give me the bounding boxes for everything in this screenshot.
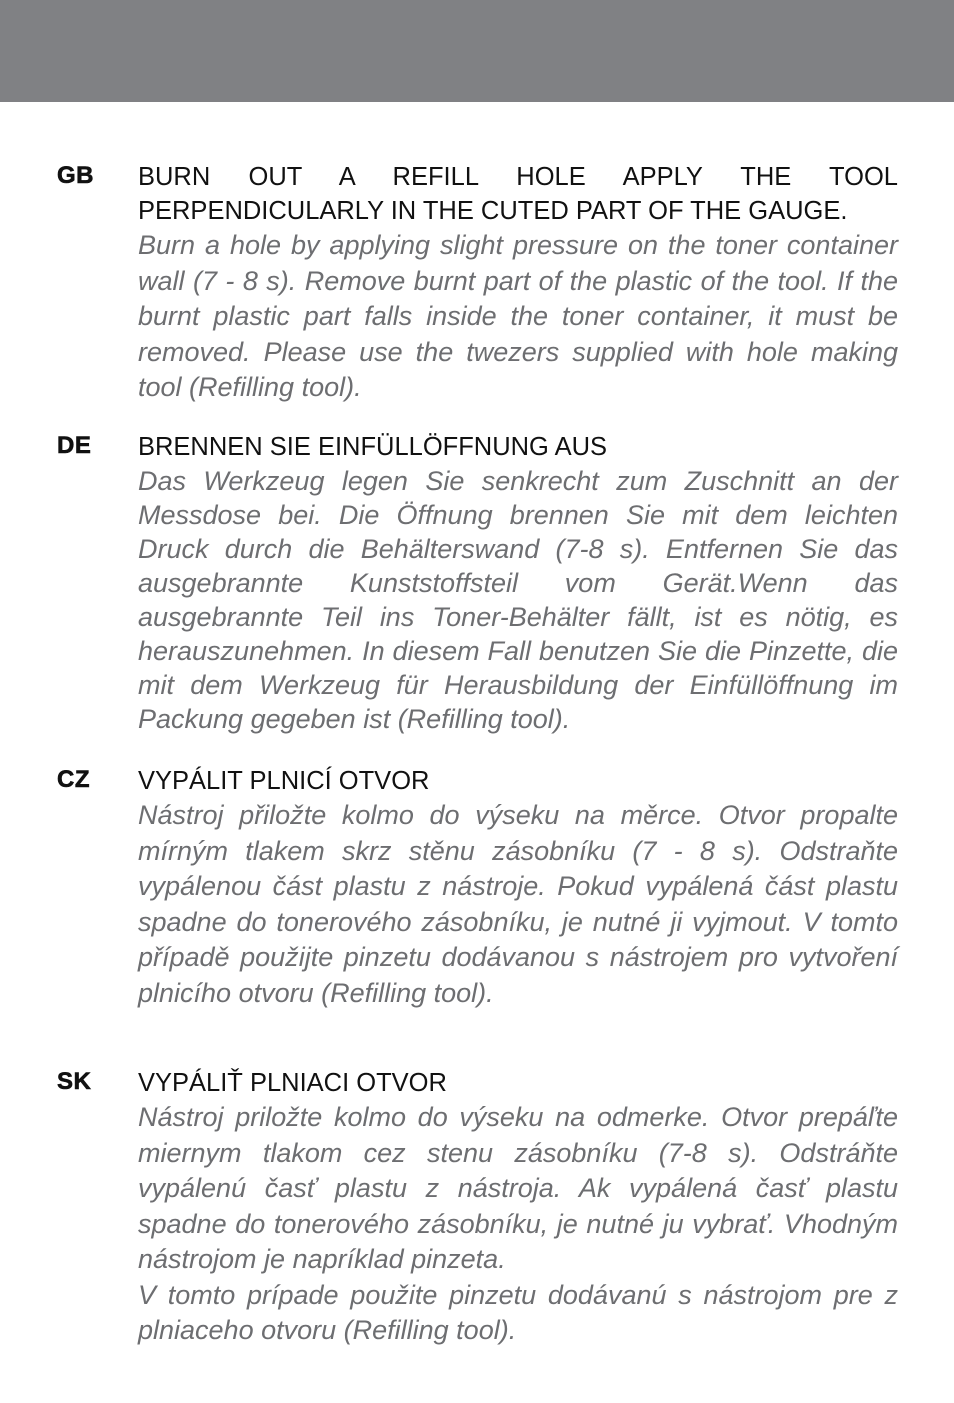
section-heading: BRENNEN SIE EINFÜLLÖFFNUNG AUS (138, 433, 607, 461)
header-bar (0, 0, 954, 102)
section-content (138, 764, 898, 1011)
section-heading: VYPÁLIT PLNICÍ OTVOR (138, 767, 430, 795)
section-text: Das Werkzeug legen Sie senkrecht zum Zuschnitt an der Messdose bei. Die Öffnung brennen Sie mit dem leichten Druck durch die Behälterswand (7-8 s). Entfernen Sie das ausgebrannte Kunststoffsteil vom Gerät.Wenn das ausgebrannte Teil ins Toner-Behälter fällt, ist es nötig, es herauszunehmen. In diesem Fall benutzen Sie die Pinzette, die mit dem Werkzeug für Herausbildung der Einfüllöffnung im Packung gegeben ist (Refilling tool). (138, 466, 898, 734)
section-text: Burn a hole by applying slight pressure on the toner container wall (7 - 8 s). Remove burnt part of the plastic of the tool. If the burnt plastic part falls inside the toner container, it must be removed. Please use the twezers supplied with hole making tool (Refilling tool). (138, 230, 898, 402)
language-code: CZ (57, 766, 90, 793)
section-text-continued: V tomto prípade použite pinzetu dodávanú s nástrojom pre z plniaceho otvoru (Refilling tool). (138, 1279, 898, 1345)
language-code: SK (57, 1068, 92, 1095)
section-heading: VYPÁLIŤ PLNIACI OTVOR (138, 1069, 447, 1097)
section-heading: BURN OUT A REFILL HOLE APPLY THE TOOL PERPENDICULARLY IN THE CUTED PART OF THE GAUGE. (138, 163, 898, 225)
section-text: Nástroj priložte kolmo do výseku na odmerke. Otvor prepáľte miernym tlakom cez stenu zásobníku (7-8 s). Odstráňte vypálenú časť plastu z nástroja. Ak vypálená časť plastu spadne do tonerového zásobníku, je nutné ju vybrať. Vhodným nástrojom je napríklad pinzeta. (138, 1102, 898, 1274)
section-text: Nástroj přiložte kolmo do výseku na měrce. Otvor propalte mírným tlakem skrz stěnu zásobníku (7 - 8 s). Odstraňte vypálenou část plastu z nástroje. Pokud vypálená část plastu spadne do tonerového zásobníku, je nutné ji vyjmout. V tomto případě použijte pinzetu dodávanou s nástrojem pro vytvoření plnicího otvoru (Refilling tool). (138, 800, 898, 1008)
language-code: DE (57, 432, 92, 459)
section-content (138, 430, 898, 736)
section-content (138, 1066, 898, 1349)
section-content (138, 160, 898, 406)
language-code: GB (57, 162, 94, 189)
